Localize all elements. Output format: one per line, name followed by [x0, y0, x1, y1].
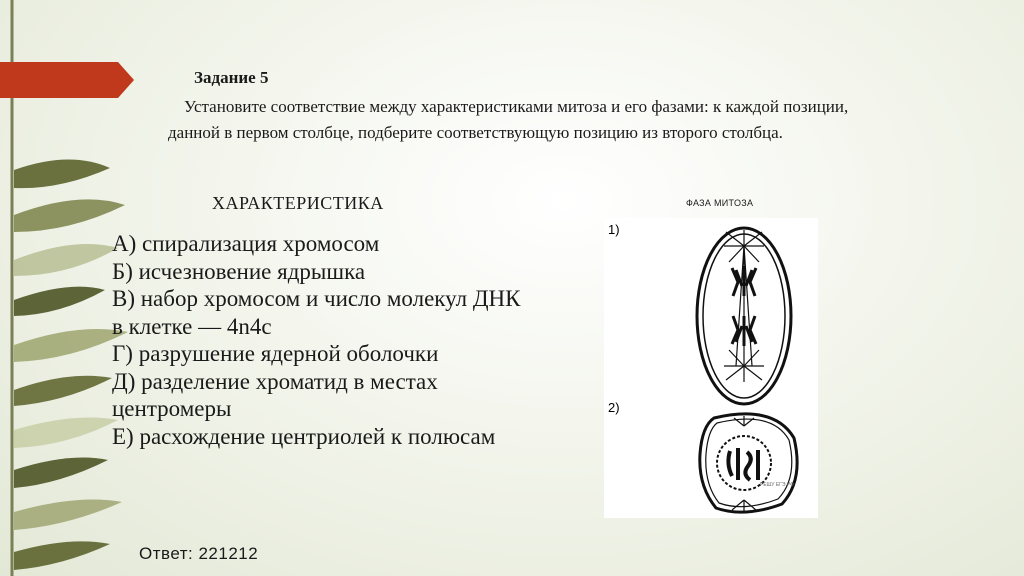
anaphase-cell-drawing — [697, 228, 791, 404]
figure-label-1: 1) — [608, 222, 620, 237]
title-accent-arrow — [0, 62, 134, 98]
list-item: в клетке — 4n4c — [112, 313, 272, 339]
characteristic-column-heading: ХАРАКТЕРИСТИКА — [212, 193, 384, 213]
list-item: Г) разрушение ядерной оболочки — [112, 341, 439, 366]
prophase-cell-drawing — [700, 414, 797, 512]
list-item: Е) расхождение центриолей к полюсам — [112, 423, 496, 449]
mitosis-drawing — [604, 218, 818, 518]
watermark: РЕШУ ЕГЭ.РФ — [760, 482, 794, 488]
list-item: Д) разделение хроматид в местах центромеры — [112, 368, 438, 421]
task-text: Установите соответствие между характеристиками митоза и его фазами: к каждой позиции, данной в первом столбце, подберите соответствующую позицию из второго столбца. — [168, 97, 849, 142]
answer-text: Ответ: 221212 — [139, 544, 259, 563]
list-item: Б) исчезновение ядрышка — [112, 258, 366, 284]
phase-column-heading: ФАЗА МИТОЗА — [686, 198, 754, 208]
list-item: В) набор хромосом и число молекул ДНК — [112, 286, 521, 311]
mitosis-phases-figure — [604, 218, 818, 518]
leaf-group — [14, 159, 128, 570]
task-title: Задание 5 — [194, 68, 269, 87]
figure-label-2: 2) — [608, 400, 620, 415]
list-item: А) спирализация хромосом — [112, 231, 380, 256]
characteristics-list — [112, 230, 532, 450]
